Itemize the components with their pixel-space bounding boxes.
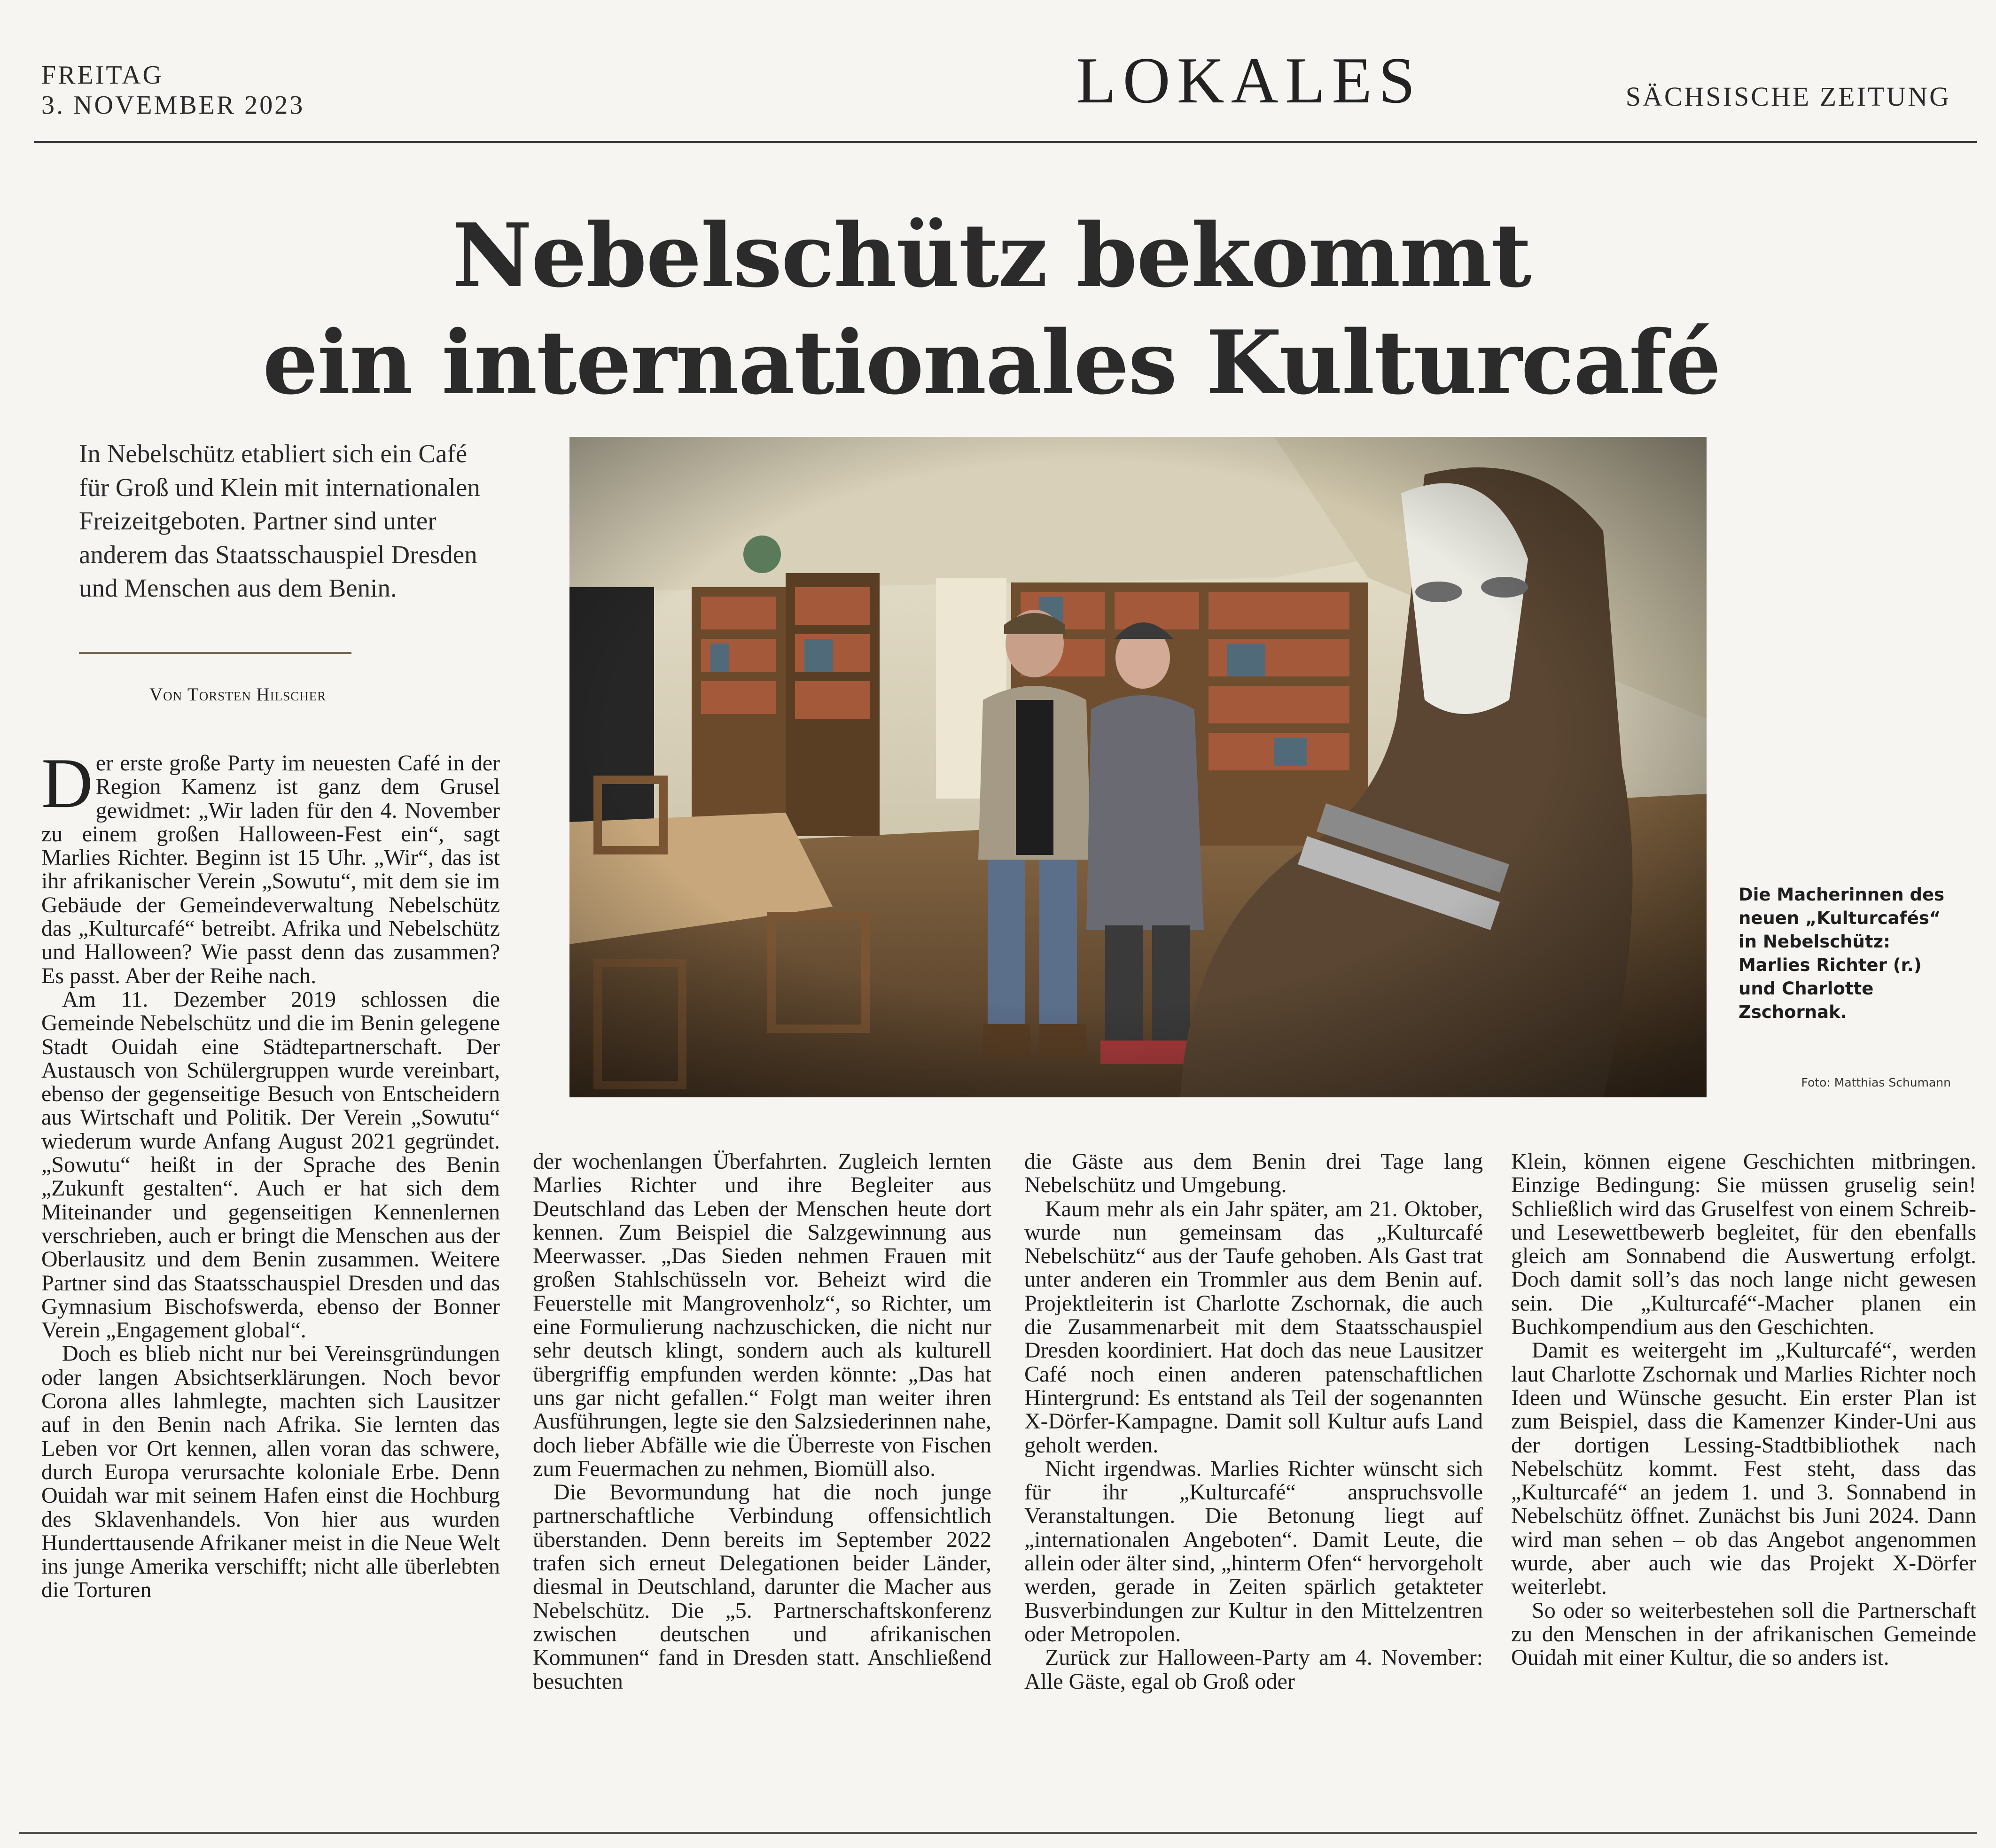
headline-line-2: ein internationales Kulturcafé	[262, 311, 1721, 414]
article-headline	[141, 202, 1842, 416]
photo-caption: Die Macherinnen des neuen „Kulturcafés“ in Nebelschütz: Marlies Richter (r.) und Charlotte Zschornak.	[1739, 885, 1945, 1022]
article-paragraph: Doch es blieb nicht nur bei Vereinsgründungen oder langen Absichtserklärungen. Noch bevor Corona alles lahmlegte, machten sich Lausitzer auf in den Benin nach Afrika. Sie lernten das Leben vor Ort kennen, allen voran das schwere, durch Europa verursachte koloniale Erbe. Denn Ouidah war mit seinem Hafen einst die Hochburg des Sklavenhandels. Von hier aus wurden Hunderttausende Afrikaner meist in die Neue Welt ins junge Amerika verschifft; nicht alle überlebten die Torturen	[41, 1341, 500, 1603]
article-paragraph: Am 11. Dezember 2019 schlossen die Gemeinde Nebelschütz und die im Benin gelegene Stadt Ouidah eine Städtepartnerschaft. Der Austausch von Schülergruppen wurde vereinbart, ebenso der gegenseitige Besuch von Entscheidern aus Wirtschaft und Politik. Der Verein „Sowutu“ wiederum wurde Anfang August 2021 gegründet. „Sowutu“ heißt in der Sprache des Benin „Zukunft gestalten“. Auch er hat sich dem Miteinander und gegenseitigen Kennenlernen verschrieben, auch er bringt die Menschen aus der Oberlausitz und dem Benin zusammen. Weitere Partner sind das Staatsschauspiel Dresden und das Gymnasium Bischofswerda, ebenso der Bonner Verein „Engagement global“.	[41, 986, 500, 1343]
article-photo	[569, 437, 1707, 1097]
byline-author: Torsten Hilscher	[187, 684, 327, 705]
byline	[149, 684, 326, 705]
article-teaser: In Nebelschütz etabliert sich ein Café für Groß und Klein mit internationalen Freizeitgeboten. Partner sind unter anderem das Staatsschauspiel Dresden und Menschen aus dem Benin.	[79, 439, 480, 602]
weekday-label: FREITAG	[41, 61, 164, 90]
drop-cap: D	[41, 752, 93, 823]
article-paragraph: Die Bevormundung hat die noch junge partnerschaftliche Verbindung offensichtlich überstanden. Denn bereits im September 2022 trafen sich erneut Delegationen beider Länder, diesmal in Deutschland, darunter die Macher aus Nebelschütz. Die „5. Partnerschaftskonferenz zwischen deutschen und afrikanischen Kommunen“ fand in Dresden statt. Anschließend besuchten	[533, 1480, 991, 1694]
article-column-1	[41, 752, 500, 1813]
headline-line-1: Nebelschütz bekommt	[452, 204, 1531, 307]
section-title: LOKALES	[1076, 44, 1422, 117]
article-paragraph: Kaum mehr als ein Jahr später, am 21. Oktober, wurde nun gemeinsam das „Kulturcafé Nebelschütz“ aus der Taufe gehoben. Als Gast trat unter anderen ein Trommler aus dem Benin auf. Projektleiterin ist Charlotte Zschornak, die auch die Zusammenarbeit mit dem Staatsschauspiel Dresden koordiniert. Hat doch das neue Lausitzer Café noch einen anderen patenschaftlichen Hintergrund: Es entstand als Teil der sogenannten X-Dörfer-Kampagne. Damit soll Kultur aufs Land geholt werden.	[1024, 1196, 1483, 1458]
masthead-divider	[34, 141, 1977, 143]
article-paragraph: Damit es weitergeht im „Kulturcafé“, werden laut Charlotte Zschornak und Marlies Richter noch Ideen und Wünsche gesucht. Ein erster Plan ist zum Beispiel, dass die Kamenzer Kinder-Uni aus der dortigen Lessing-Stadtbibliothek nach Nebelschütz kommt. Fest steht, dass das „Kulturcafé“ an jedem 1. und 3. Sonnabend in Nebelschütz öffnet. Zunächst bis Juni 2024. Dann wird man sehen – ob das Angebot angenommen wurde, aber auch wie das Projekt X-Dörfer weiterlebt.	[1511, 1338, 1976, 1600]
paragraph-text: er erste große Party im neuesten Café in der Region Kamenz ist ganz dem Grusel gewidmet: „Wir laden für den 4. November zu einem großen Halloween-Fest ein“, sagt Marlies Richter. Beginn ist 15 Uhr. „Wir“, das ist ihr afrikanischer Verein „Sowutu“, mit dem sie im Gebäude der Gemeindeverwaltung Nebelschütz das „Kulturcafé“ betreibt. Afrika und Nebelschütz und Halloween? Wie passt denn das zusammen? Es passt. Aber der Reihe nach.	[41, 752, 500, 988]
cafe-interior-photo	[569, 437, 1707, 1097]
article-paragraph	[41, 752, 500, 988]
article-paragraph: der wochenlangen Überfahrten. Zugleich lernten Marlies Richter und ihre Begleiter aus Deutschland das Leben der Menschen heute dort kennen. Zum Beispiel die Salzgewinnung aus Meerwasser. „Das Sieden nehmen Frauen mit großen Stahlschüsseln vor. Beheizt wird die Feuerstelle mit Mangrovenholz“, so Richter, um eine Formulierung nachzuschicken, die nicht nur sehr deutsch klingt, sondern auch als kulturell übergriffig empfunden werden könnte: „Das hat uns gar nicht gefallen.“ Folgt man weiter ihren Ausführungen, legte sie den Salzsiederinnen nahe, doch lieber Abfälle wie die Überreste von Fischen zum Feuermachen zu nehmen, Biomüll also.	[533, 1150, 991, 1481]
page-bottom-divider	[19, 1832, 1977, 1834]
article-paragraph: die Gäste aus dem Benin drei Tage lang Nebelschütz und Umgebung.	[1024, 1150, 1483, 1198]
date-label: 3. NOVEMBER 2023	[41, 91, 305, 120]
article-paragraph: Nicht irgendwas. Marlies Richter wünscht sich für ihr „Kulturcafé“ anspruchsvolle Veranstaltungen. Die Betonung liegt auf „internationalen Angeboten“. Damit Leute, die allein oder älter sind, „hinterm Ofen“ hervorgeholt werden, gerade in Zeiten spärlich getakteter Busverbindungen zur Kultur in den Mittelzentren oder Metropolen.	[1024, 1456, 1483, 1646]
issue-date	[41, 60, 304, 120]
photo-credit: Foto: Matthias Schumann	[1801, 1076, 1951, 1089]
article-paragraph: Klein, können eigene Geschichten mitbringen. Einzige Bedingung: Sie müssen gruselig sein! Schließlich wird das Gruselfest von einem Schreib- und Lesewettbewerb begleitet, für den ebenfalls gleich am Sonnabend die Auswertung erfolgt. Doch damit soll’s das noch lange nicht gewesen sein. Die „Kulturcafé“-Macher planen ein Buchkompendium aus den Geschichten.	[1511, 1150, 1976, 1340]
teaser-divider	[79, 652, 351, 654]
newspaper-name: SÄCHSISCHE ZEITUNG	[1625, 81, 1951, 112]
article-column-2	[533, 1150, 991, 1813]
article-paragraph: So oder so weiterbestehen soll die Partnerschaft zu den Menschen in der afrikanischen Gemeinde Ouidah mit einer Kultur, die so anders ist.	[1511, 1598, 1976, 1670]
article-column-3	[1024, 1150, 1483, 1813]
article-paragraph: Zurück zur Halloween-Party am 4. November: Alle Gäste, egal ob Groß oder	[1024, 1645, 1483, 1694]
byline-prefix: Von	[149, 684, 183, 705]
article-column-4	[1511, 1150, 1976, 1813]
